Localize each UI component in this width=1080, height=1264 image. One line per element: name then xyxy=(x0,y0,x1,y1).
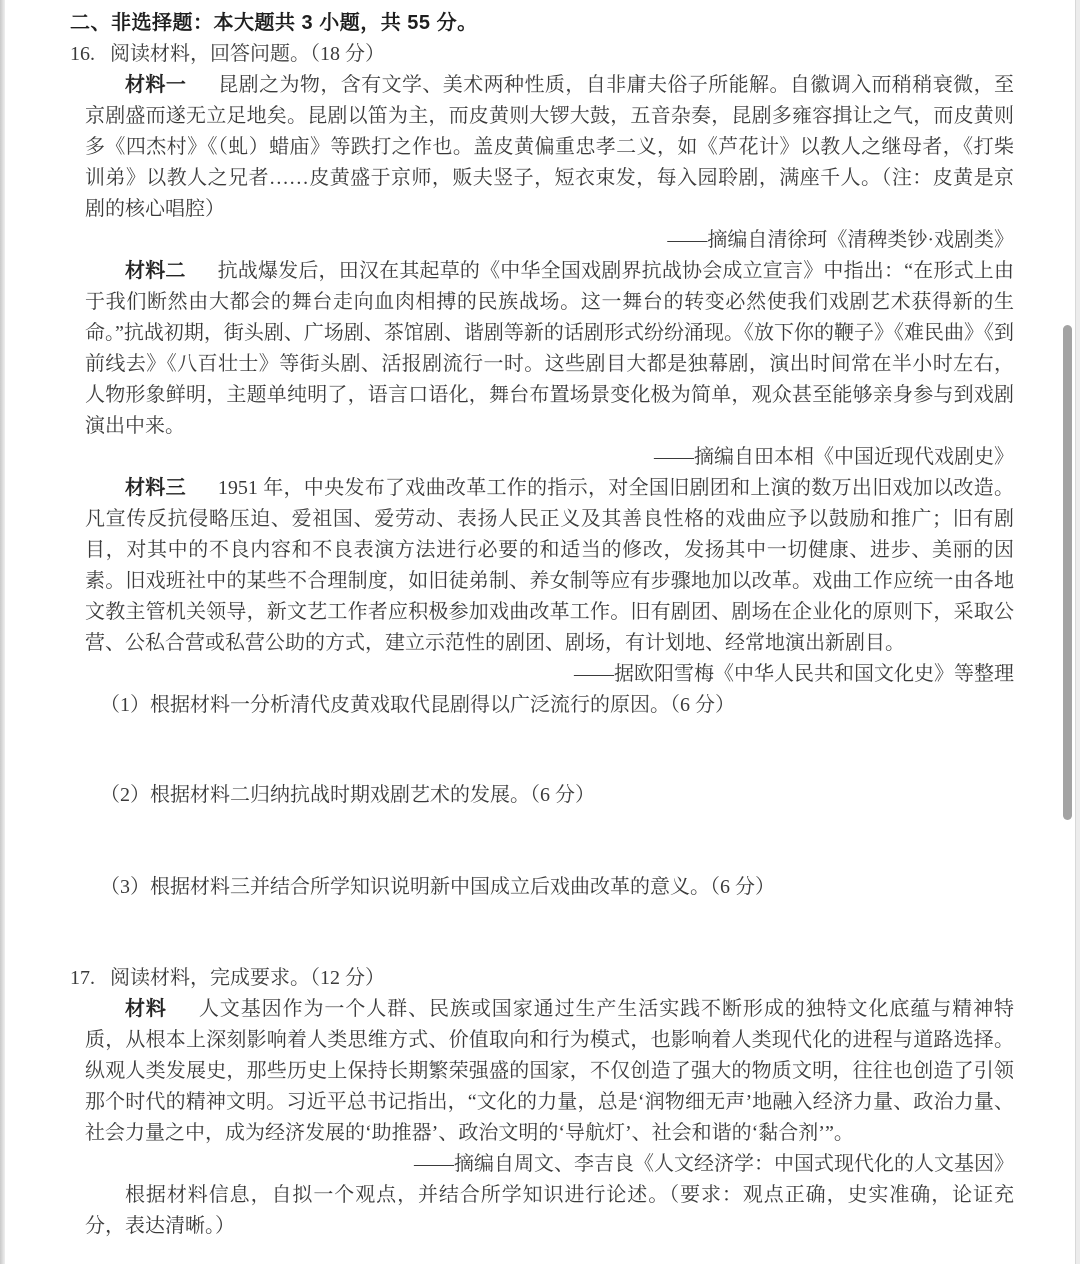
material-2-label: 材料二 xyxy=(125,260,186,282)
question-16-stem-line xyxy=(70,39,1014,70)
material-2-text: 抗战爆发后，田汉在其起草的《中华全国戏剧界抗战协会成立宣言》中指出：“在形式上由于我们断然由大都会的舞台走向血肉相搏的民族战场。这一舞台的转变必然使我们戏剧艺术获得新的生命。”抗战初期，街头剧、广场剧、茶馆剧、谐剧等新的话剧形式纷纷涌现。《放下你的鞭子》《难民曲》《到前线去》《八百壮士》等街头剧、活报剧流行一时。这些剧目大都是独幕剧，演出时间常在半小时左右，人物形象鲜明，主题单纯明了，语言口语化，舞台布置场景变化极为简单，观众甚至能够亲身参与到戏剧演出中来。 xyxy=(85,260,1015,437)
question-16 xyxy=(70,39,1015,963)
scrollbar-thumb[interactable] xyxy=(1063,325,1072,820)
material-2-paragraph xyxy=(85,256,1014,442)
question-17-stem-line xyxy=(70,963,1014,994)
material-2-source: ——摘编自田本相《中国近现代戏剧史》 xyxy=(654,446,1014,468)
question-17-stem: 阅读材料，完成要求。（12 分） xyxy=(110,967,385,989)
question-16-sub-2: （2）根据材料二归纳抗战时期戏剧艺术的发展。（6 分） xyxy=(100,784,595,806)
question-16-sub-1: （1）根据材料一分析清代皮黄戏取代昆剧得以广泛流行的原因。（6 分） xyxy=(100,694,735,716)
material-1-source: ——摘编自清徐珂《清稗类钞·戏剧类》 xyxy=(667,229,1014,251)
material-17-text: 人文基因作为一个人群、民族或国家通过生产生活实践不断形成的独特文化底蕴与精神特质，从根本上深刻影响着人类思维方式、价值取向和行为模式，也影响着人类现代化的进程与道路选择。纵观人类发展史，那些历史上保持长期繁荣强盛的国家，不仅创造了强大的物质文明，往往也创造了引领那个时代的精神文明。习近平总书记指出，“文化的力量，总是‘润物细无声’地融入经济力量、政治力量、社会力量之中，成为经济发展的‘助推器’、政治文明的‘导航灯’、社会和谐的‘黏合剂’”。 xyxy=(85,998,1015,1144)
question-17-number: 17. xyxy=(70,967,95,989)
question-17 xyxy=(70,963,1015,1242)
page-edge-left xyxy=(0,0,5,1264)
question-17-task: 根据材料信息，自拟一个观点，并结合所学知识进行论述。（要求：观点正确，史实准确，论证充分，表达清晰。） xyxy=(85,1184,1014,1237)
material-17-paragraph xyxy=(85,994,1014,1149)
answer-space xyxy=(85,903,1014,963)
section-header: 二、非选择题：本大题共 3 小题，共 55 分。 xyxy=(70,12,478,34)
question-16-stem: 阅读材料，回答问题。（18 分） xyxy=(110,43,385,65)
material-1-label: 材料一 xyxy=(125,74,187,96)
question-16-sub-3: （3）根据材料三并结合所学知识说明新中国成立后戏曲改革的意义。（6 分） xyxy=(100,876,775,898)
material-1-paragraph xyxy=(85,70,1014,225)
material-3-paragraph xyxy=(85,473,1014,659)
material-1-text: 昆剧之为物，含有文学、美术两种性质，自非庸夫俗子所能解。自徽调入而稍稍衰微，至京剧盛而遂无立足地矣。昆剧以笛为主，而皮黄则大锣大鼓，五音杂奏，昆剧多雍容揖让之气，而皮黄则多《四杰村》《（虬）蜡庙》等跌打之作也。盖皮黄偏重忠孝二义，如《芦花计》以教人之继母者，《打柴训弟》以教人之兄者……皮黄盛于京师，贩夫竖子，短衣束发，每入园聆剧，满座千人。（注：皮黄是京剧的核心唱腔） xyxy=(85,74,1015,220)
material-17-source: ——摘编自周文、李吉良《人文经济学：中国式现代化的人文基因》 xyxy=(414,1153,1014,1175)
answer-space xyxy=(85,721,1014,780)
material-3-label: 材料三 xyxy=(125,477,186,499)
answer-space xyxy=(85,811,1014,872)
material-17-label: 材料 xyxy=(125,998,167,1020)
scrollbar-track[interactable] xyxy=(1075,0,1080,1264)
question-16-number: 16. xyxy=(70,43,95,65)
material-3-text: 1951 年，中央发布了戏曲改革工作的指示，对全国旧剧团和上演的数万出旧戏加以改造。凡宣传反抗侵略压迫、爱祖国、爱劳动、表扬人民正义及其善良性格的戏曲应予以鼓励和推广；旧有剧目，对其中的不良内容和不良表演方法进行必要的和适当的修改，发扬其中一切健康、进步、美丽的因素。旧戏班社中的某些不合理制度，如旧徒弟制、养女制等应有步骤地加以改革。戏曲工作应统一由各地文教主管机关领导，新文艺工作者应积极参加戏曲改革工作。旧有剧团、剧场在企业化的原则下，采取公营、公私合营或私营公助的方式，建立示范性的剧团、剧场，有计划地、经常地演出新剧目。 xyxy=(85,477,1015,654)
material-3-source: ——据欧阳雪梅《中华人民共和国文化史》等整理 xyxy=(574,663,1014,685)
